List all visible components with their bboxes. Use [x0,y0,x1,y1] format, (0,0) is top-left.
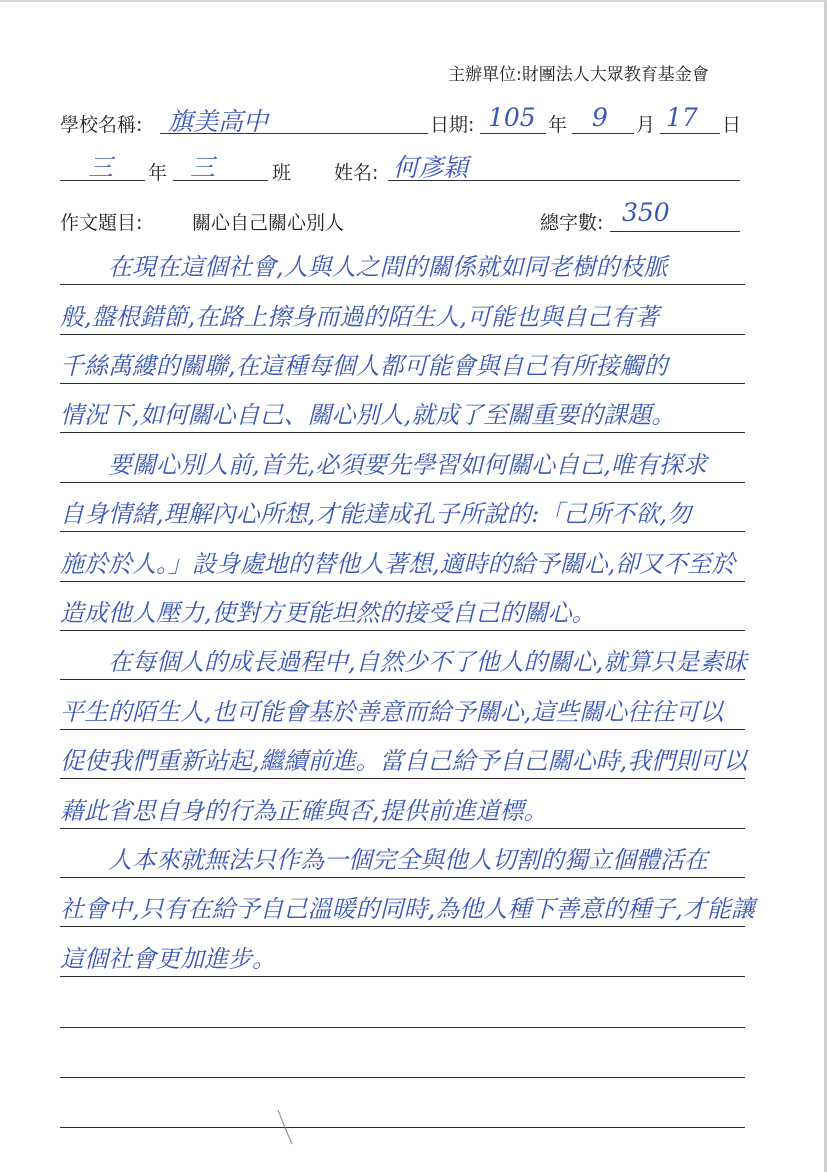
essay-line: 藉此省思自身的行為正確與否,提供前進道標。 [60,797,548,825]
word-count-label: 總字數: [540,212,604,234]
year-underline [480,133,546,134]
essay-line: 要關心別人前,首先,必須要先學習如何關心自己,唯有探求 [60,451,707,479]
topic-value: 關心自己關心別人 [192,212,345,234]
essay-line: 施於於人。」設身處地的替他人著想,適時的給予關心,卻又不至於 [60,550,736,578]
essay-line: 般,盤根錯節,在路上擦身而過的陌生人,可能也與自己有著 [60,303,659,331]
essay-line: 社會中,只有在給予自己溫暖的同時,為他人種下善意的種子,才能讓 [60,895,755,923]
writing-rule [60,877,745,878]
writing-rule [60,1127,745,1128]
school-value: 旗美高中 [168,107,269,136]
class-value: 三 [190,153,216,182]
name-underline [388,180,740,181]
writing-rule [60,926,745,927]
writing-rule [60,581,745,582]
essay-line: 在現在這個社會,人與人之間的關係就如同老樹的枝脈 [60,253,668,281]
essay-line: 平生的陌生人,也可能會基於善意而給予關心,這些關心往往可以 [60,698,724,726]
class-label: 班 [272,162,292,184]
day-label: 日 [722,114,742,136]
essay-line: 人本來就無法只作為一個完全與他人切割的獨立個體活在 [60,846,708,874]
grade-value: 三 [88,153,114,182]
writing-rule [60,1027,745,1028]
essay-line: 自身情緒,理解內心所想,才能達成孔子所說的:「己所不欲,勿 [60,500,691,528]
writing-rule [60,1077,745,1078]
month-underline [572,133,634,134]
writing-rule [60,482,745,483]
writing-rule [60,432,745,433]
writing-rule [60,284,745,285]
essay-line: 這個社會更加進步。 [60,945,276,973]
writing-rule [60,531,745,532]
essay-line: 在每個人的成長過程中,自然少不了他人的關心,就算只是素昧 [60,648,748,676]
school-label: 學校名稱: [60,114,143,136]
school-underline [160,133,428,134]
topic-label: 作文題目: [60,212,143,234]
writing-rule [60,976,745,977]
month-value: 9 [592,103,608,132]
word-count-value: 350 [622,198,670,227]
year-label: 年 [548,114,568,136]
essay-line: 情況下,如何關心自己、關心別人,就成了至關重要的課題。 [60,401,676,429]
essay-line: 造成他人壓力,使對方更能坦然的接受自己的關心。 [60,599,596,627]
class-underline [173,180,268,181]
year-value: 105 [488,103,536,132]
essay-line: 千絲萬縷的關聯,在這種每個人都可能會與自己有所接觸的 [60,352,668,380]
grade-underline [60,180,145,181]
name-value: 何彥穎 [393,153,469,182]
word-count-underline [610,231,740,232]
writing-rule [60,729,745,730]
date-label: 日期: [430,114,475,136]
writing-rule [60,334,745,335]
writing-rule [60,383,745,384]
writing-rule [60,630,745,631]
stray-pen-mark [276,1108,296,1148]
month-label: 月 [636,114,656,136]
organizer-text: 主辦單位:財團法人大眾教育基金會 [448,65,709,85]
day-underline [660,133,720,134]
day-value: 17 [666,103,698,132]
grade-label: 年 [148,162,168,184]
essay-line: 促使我們重新站起,繼續前進。當自己給予自己關心時,我們則可以 [60,747,748,775]
writing-rule [60,679,745,680]
writing-rule [60,828,745,829]
writing-rule [60,778,745,779]
name-label: 姓名: [334,162,379,184]
